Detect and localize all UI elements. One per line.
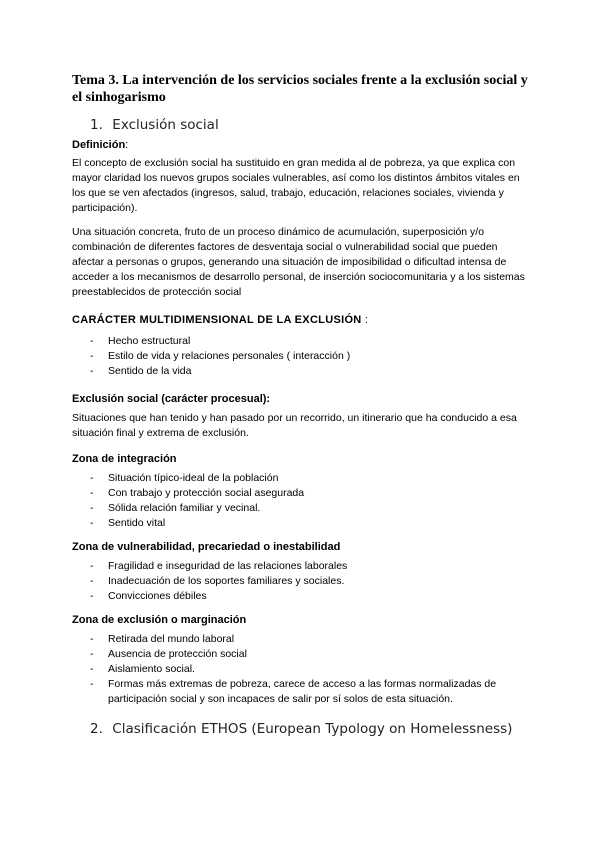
list-item-text: Situación típico-ideal de la población: [108, 472, 279, 484]
bullet-dash: -: [90, 335, 94, 347]
list-item: [72, 574, 528, 589]
bullet-dash: -: [90, 365, 94, 377]
definition-heading: [72, 139, 528, 151]
list-item: [72, 559, 528, 574]
list-item: [72, 662, 528, 677]
list-item-text: Ausencia de protección social: [108, 648, 247, 660]
list-item-text: Estilo de vida y relaciones personales ( interacción ): [108, 350, 351, 362]
bullet-dash: -: [90, 517, 94, 529]
multidimensional-heading-text: CARÁCTER MULTIDIMENSIONAL DE LA EXCLUSIÓN: [72, 314, 362, 326]
bullet-dash: -: [90, 487, 94, 499]
list-item-text: Sentido de la vida: [108, 365, 192, 377]
bullet-dash: -: [90, 648, 94, 660]
bullet-dash: -: [90, 575, 94, 587]
definition-label: Definición: [72, 139, 126, 151]
definition-paragraph: Una situación concreta, fruto de un proceso dinámico de acumulación, superposición y/o combinación de diferentes factores de desventaja social o vulnerabilidad social que pueden afectar a personas o grupos, generando una situación de imposibilidad o dificultad intensa de acceder a los mecanismos de desarrollo personal, de inserción sociocomunitaria y a los sistemas preestablecidos de protección social: [72, 226, 525, 298]
list-item: [72, 589, 528, 604]
zone-list-vulnerabilidad: [72, 559, 528, 604]
list-item: [72, 677, 528, 707]
list-item: [72, 486, 528, 501]
list-item: [72, 516, 528, 531]
procesual-heading: Exclusión social (carácter procesual):: [72, 393, 271, 405]
section-number: 1.: [90, 117, 103, 133]
bullet-dash: -: [90, 560, 94, 572]
zone-heading-exclusion: Zona de exclusión o marginación: [72, 614, 247, 626]
list-item-text: Inadecuación de los soportes familiares y sociales.: [108, 575, 345, 587]
definition-paragraph: El concepto de exclusión social ha sustituido en gran medida al de pobreza, ya que explica con mayor claridad los nuevos grupos sociales vulnerables, así como los distintos ámbitos vitales en los que se ven afectados (ingresos, salud, trabajo, educación, relaciones sociales, vivienda y participación).: [72, 157, 520, 214]
zone-heading-vulnerabilidad: Zona de vulnerabilidad, precariedad o inestabilidad: [72, 541, 341, 553]
definition-suffix: :: [125, 139, 129, 151]
multidimensional-heading: [72, 314, 528, 326]
section-label: Clasificación ETHOS (European Typology on Homelessness): [112, 721, 513, 737]
section-heading-exclusion-social: [90, 117, 528, 133]
list-item-text: Convicciones débiles: [108, 590, 207, 602]
list-item: [72, 501, 528, 516]
list-item-text: Fragilidad e inseguridad de las relaciones laborales: [108, 560, 348, 572]
section-heading-ethos: [90, 721, 528, 737]
bullet-dash: -: [90, 678, 94, 690]
list-item-text: Aislamiento social.: [108, 663, 195, 675]
zone-list-integracion: [72, 471, 528, 531]
document-title: Tema 3. La intervención de los servicios sociales frente a la exclusión social y el sinhogarismo: [72, 73, 528, 105]
procesual-paragraph: Situaciones que han tenido y han pasado por un recorrido, un itinerario que ha conducido a esa situación final y extrema de exclusión.: [72, 412, 517, 439]
section-number: 2.: [90, 721, 103, 737]
list-item: [72, 471, 528, 486]
list-item-text: Sólida relación familiar y vecinal.: [108, 502, 261, 514]
list-item-text: Retirada del mundo laboral: [108, 633, 235, 645]
multidimensional-list: [72, 334, 528, 379]
section-label: Exclusión social: [112, 117, 219, 133]
list-item: [72, 647, 528, 662]
bullet-dash: -: [90, 350, 94, 362]
list-item-text: Con trabajo y protección social asegurada: [108, 487, 305, 499]
list-item: [72, 334, 528, 349]
bullet-dash: -: [90, 472, 94, 484]
bullet-dash: -: [90, 663, 94, 675]
list-item-text: Sentido vital: [108, 517, 166, 529]
multidimensional-heading-suffix: :: [361, 314, 369, 326]
bullet-dash: -: [90, 502, 94, 514]
list-item-text: Formas más extremas de pobreza, carece de acceso a las formas normalizadas de participación social y son incapaces de salir por sí solos de esta situación.: [108, 678, 497, 705]
list-item-text: Hecho estructural: [108, 335, 191, 347]
list-item: [72, 632, 528, 647]
bullet-dash: -: [90, 590, 94, 602]
zone-heading-integracion: Zona de integración: [72, 453, 177, 465]
zone-list-exclusion: [72, 632, 528, 707]
list-item: [72, 364, 528, 379]
list-item: [72, 349, 528, 364]
bullet-dash: -: [90, 633, 94, 645]
